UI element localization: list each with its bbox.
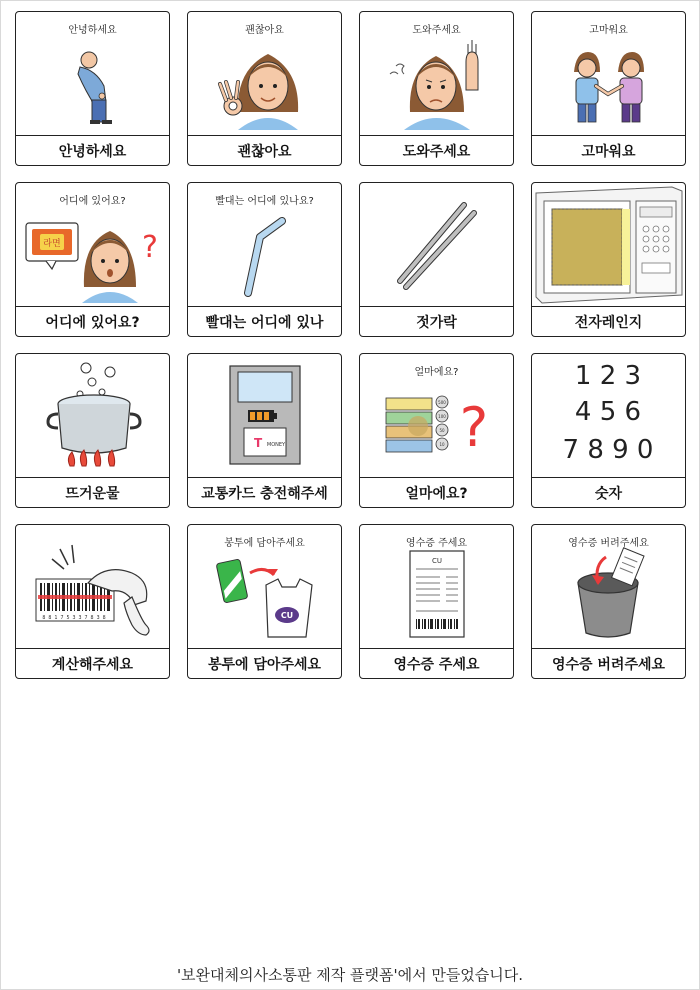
receipt-brand: CU <box>431 557 443 565</box>
svg-text:T: T <box>254 436 263 450</box>
bag-logo: CU <box>280 611 294 620</box>
chopsticks-icon <box>360 183 513 306</box>
card-hello[interactable] <box>15 11 170 166</box>
coin-label: 500 <box>438 400 446 405</box>
coin-label: 100 <box>438 414 446 419</box>
card-hot-water[interactable] <box>15 353 170 508</box>
card-label: 괜찮아요 <box>188 135 341 165</box>
card-caption: 어디에 있어요? <box>59 196 126 207</box>
svg-text:?: ? <box>142 230 158 265</box>
card-help[interactable] <box>359 11 514 166</box>
microwave-icon <box>532 183 685 306</box>
card-label: 얼마에요? <box>360 477 513 507</box>
ramen-logo: 라면 <box>43 239 61 249</box>
where-question-icon <box>16 183 169 306</box>
footer-credit: '보완대체의사소통판 제작 플랫폼'에서 만들었습니다. <box>176 966 524 984</box>
card-caption: 영수증 버려주세요 <box>568 538 649 549</box>
straw-icon <box>188 183 341 306</box>
bowing-person-icon <box>16 12 169 135</box>
numbers-icon <box>532 354 685 477</box>
card-label: 영수증 주세요 <box>360 648 513 678</box>
svg-text:?: ? <box>459 396 489 459</box>
coin-label: 50 <box>439 428 445 433</box>
card-caption: 도와주세요 <box>412 25 461 36</box>
card-label: 계산해주세요 <box>16 648 169 678</box>
card-bag-it[interactable] <box>187 524 342 679</box>
digits-row: 4 5 6 <box>574 397 642 427</box>
coin-label: 10 <box>439 442 445 447</box>
card-caption: 봉투에 담아주세요 <box>224 538 305 549</box>
throw-receipt-icon <box>532 525 685 648</box>
card-label: 봉투에 담아주세요 <box>188 648 341 678</box>
card-chopsticks[interactable] <box>359 182 514 337</box>
aac-board <box>15 11 686 679</box>
card-straw[interactable] <box>187 182 342 337</box>
boiling-pot-icon <box>16 354 169 477</box>
card-caption: 괜찮아요 <box>245 25 284 36</box>
card-microwave[interactable] <box>531 182 686 337</box>
card-how-much[interactable] <box>359 353 514 508</box>
card-label: 젓가락 <box>360 306 513 336</box>
ok-gesture-icon <box>188 12 341 135</box>
card-label: 고마워요 <box>532 135 685 165</box>
help-raise-hand-icon <box>360 12 513 135</box>
card-checkout[interactable] <box>15 524 170 679</box>
card-label: 전자레인지 <box>532 306 685 336</box>
digits-row: 7 8 9 0 <box>562 435 654 465</box>
card-caption: 빨대는 어디에 있나요? <box>215 196 314 207</box>
card-numbers[interactable] <box>531 353 686 508</box>
card-label: 교통카드 충전해주세 <box>188 477 341 507</box>
card-okay[interactable] <box>187 11 342 166</box>
card-label: 뜨거운물 <box>16 477 169 507</box>
card-transit-charge[interactable] <box>187 353 342 508</box>
money-question-icon <box>360 354 513 477</box>
card-label: 숫자 <box>532 477 685 507</box>
card-throw-receipt[interactable] <box>531 524 686 679</box>
card-label: 어디에 있어요? <box>16 306 169 336</box>
barcode-scanner-icon <box>16 525 169 648</box>
card-caption: 얼마에요? <box>414 367 459 378</box>
card-label: 도와주세요 <box>360 135 513 165</box>
card-where[interactable] <box>15 182 170 337</box>
transit-card-charger-icon <box>188 354 341 477</box>
put-in-bag-icon <box>188 525 341 648</box>
card-label: 영수증 버려주세요 <box>532 648 685 678</box>
card-label: 빨대는 어디에 있나 <box>188 306 341 336</box>
card-thanks[interactable] <box>531 11 686 166</box>
card-caption: 고마워요 <box>589 25 628 36</box>
tmoney-text: MONEY <box>266 442 286 448</box>
card-receipt[interactable] <box>359 524 514 679</box>
card-label: 안녕하세요 <box>16 135 169 165</box>
digits-row: 1 2 3 <box>574 361 642 391</box>
receipt-icon <box>360 525 513 648</box>
card-caption: 안녕하세요 <box>68 25 117 36</box>
barcode-digits: 8 8 1 7 5 3 3 7 8 3 8 <box>42 615 106 621</box>
card-caption: 영수증 주세요 <box>405 538 468 549</box>
handshake-icon <box>532 12 685 135</box>
